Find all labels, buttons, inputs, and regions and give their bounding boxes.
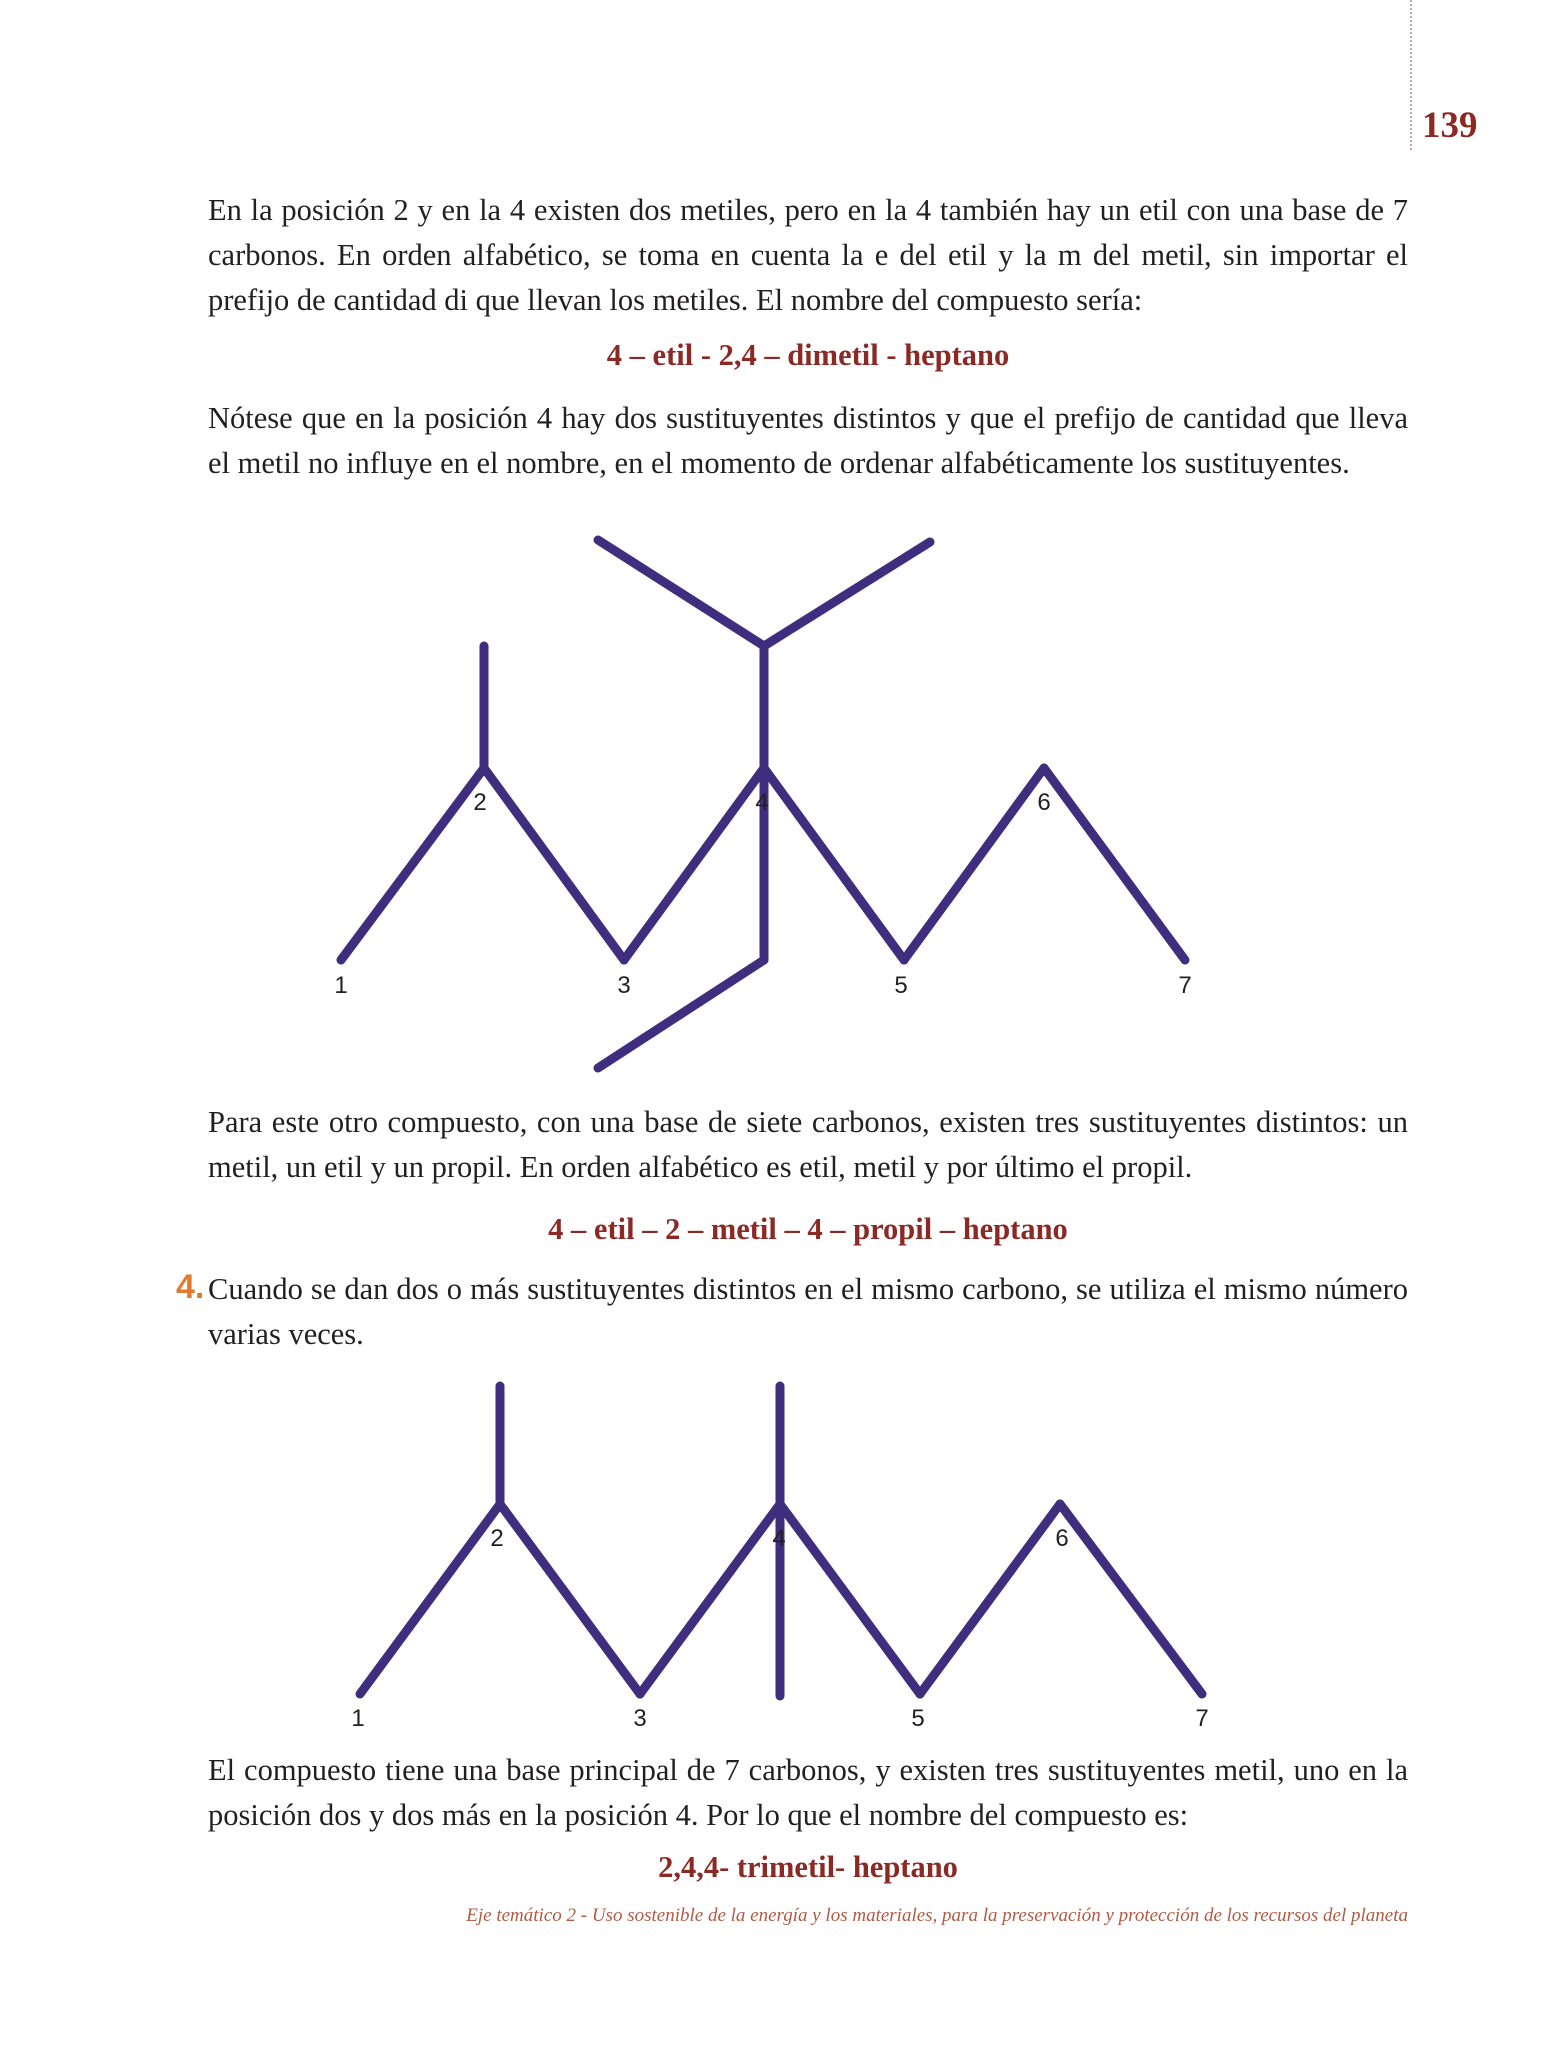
- carbon-label-1: 1: [334, 972, 348, 999]
- molecule-diagram-2: [0, 1370, 1564, 1740]
- compound-name-1: 4 – etil - 2,4 – dimetil - heptano: [606, 338, 1010, 372]
- page-number: 139: [1422, 105, 1478, 146]
- carbon-label-3: 3: [633, 1705, 647, 1732]
- molecule-diagram-1: [0, 520, 1564, 1090]
- carbon-label-4: 4: [772, 1525, 786, 1552]
- compound-name-3: 2,4,4- trimetil- heptano: [658, 1850, 958, 1884]
- carbon-label-7: 7: [1178, 972, 1192, 999]
- paragraph-intro: En la posición 2 y en la 4 existen dos metiles, pero en la 4 también hay un etil con una base de 7 carbonos. En orden alfabético, se toma en cuenta la e del etil y la m del metil, sin importar el prefijo de cantidad di que llevan los metiles. El nombre del compuesto sería:: [208, 193, 1408, 317]
- carbon-label-4: 4: [755, 789, 769, 816]
- carbon-label-5: 5: [894, 972, 908, 999]
- paragraph-note: Nótese que en la posición 4 hay dos sustituyentes distintos y que el prefijo de cantidad que lleva el metil no influye en el nombre, en el momento de ordenar alfabéticamente los sustituyentes.: [208, 401, 1408, 480]
- carbon-label-5: 5: [911, 1705, 925, 1732]
- carbon-label-1: 1: [351, 1705, 365, 1732]
- carbon-label-6: 6: [1055, 1525, 1069, 1552]
- carbon-label-6: 6: [1037, 789, 1051, 816]
- paragraph-rule-4: Cuando se dan dos o más sustituyentes distintos en el mismo carbono, se utiliza el mismo número varias veces.: [208, 1272, 1408, 1351]
- margin-rule: [1410, 0, 1412, 150]
- rule-number: 4.: [176, 1268, 205, 1306]
- carbon-label-2: 2: [473, 789, 487, 816]
- compound-name-2: 4 – etil – 2 – metil – 4 – propil – heptano: [548, 1212, 1068, 1246]
- paragraph-compound-2: Para este otro compuesto, con una base de siete carbonos, existen tres sustituyentes distintos: un metil, un etil y un propil. En orden alfabético es etil, metil y por último el propil.: [208, 1105, 1408, 1184]
- substituent-ethyl-c4: [598, 768, 764, 1068]
- carbon-label-3: 3: [617, 972, 631, 999]
- carbon-label-2: 2: [490, 1525, 504, 1552]
- carbon-label-7: 7: [1195, 1705, 1209, 1732]
- page-footer: Eje temático 2 - Uso sostenible de la energía y los materiales, para la preservación y protección de los recursos del planeta: [466, 1905, 1408, 1926]
- substituent-propyl-c4: [598, 540, 930, 768]
- paragraph-compound-3: El compuesto tiene una base principal de 7 carbonos, y existen tres sustituyentes metil, uno en la posición dos y dos más en la posición 4. Por lo que el nombre del compuesto es:: [208, 1753, 1408, 1832]
